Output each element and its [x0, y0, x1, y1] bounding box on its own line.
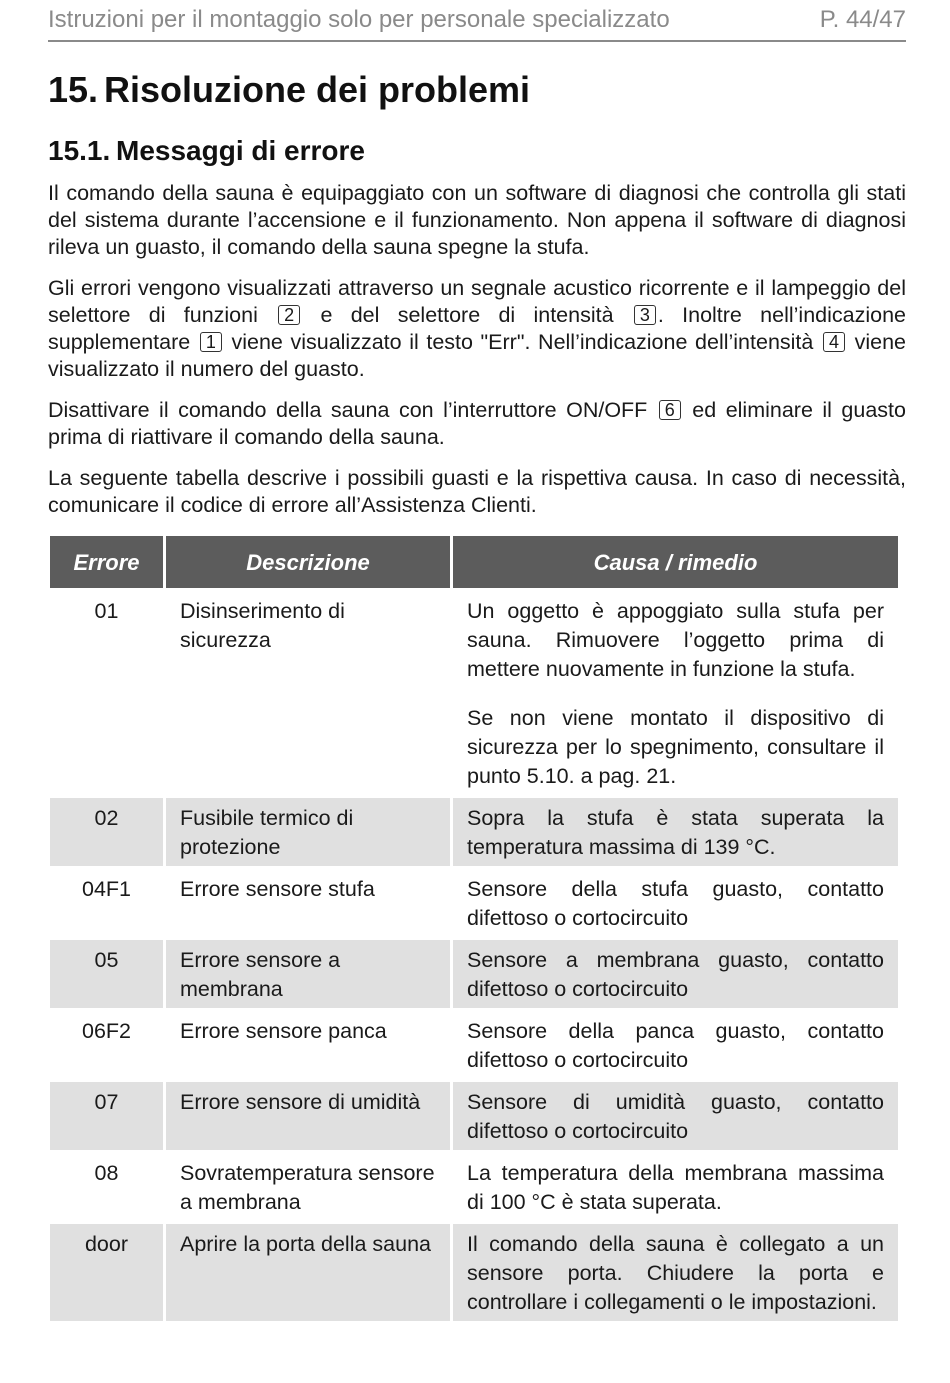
error-code: 02	[50, 798, 163, 866]
error-description: Errore sensore a membrana	[166, 940, 450, 1008]
text-segment: viene visualizzato il numero del guasto.	[48, 330, 906, 381]
table-row	[50, 1082, 898, 1150]
error-cause: Sensore della panca guasto, contatto difettoso o cortocircuito	[467, 1019, 884, 1072]
paragraph-error-display	[48, 275, 906, 383]
error-code: 06F2	[81, 1019, 131, 1043]
error-description: Sovratemperatura sensore a membrana	[180, 1161, 435, 1214]
paragraph-disable	[48, 397, 906, 451]
header-description: Descrizione	[166, 536, 450, 588]
error-description: Disinserimento di sicurezza	[180, 599, 345, 652]
error-cause: La temperatura della membrana massima di 100 °C è stata superata.	[467, 1161, 884, 1214]
function-selector-key: 2	[278, 305, 300, 325]
error-code: 04F1	[81, 877, 131, 901]
error-description: Aprire la porta della sauna	[166, 1224, 450, 1321]
section-title: Risoluzione dei problemi	[104, 69, 531, 110]
error-description: Fusibile termico di protezione	[166, 798, 450, 866]
on-off-switch-key: 6	[659, 400, 681, 420]
error-code: door	[50, 1224, 163, 1321]
error-cause: Sensore di umidità guasto, contatto difettoso o cortocircuito	[453, 1082, 898, 1150]
error-table	[47, 533, 901, 1324]
text-segment: e del selettore di intensità	[320, 303, 614, 327]
table-row	[50, 1153, 898, 1221]
error-code: 05	[50, 940, 163, 1008]
text-segment: . Inoltre nell’indicazione supplementare	[48, 303, 906, 354]
header-code: Errore	[50, 536, 163, 588]
error-cause	[453, 591, 898, 795]
error-description: Errore sensore di umidità	[166, 1082, 450, 1150]
text-segment: Gli errori vengono visualizzati attraverso un segnale acustico ricorrente e il lampeggio del selettore di funzioni	[48, 276, 906, 327]
intensity-display-key: 4	[823, 332, 845, 352]
error-description: Errore sensore stufa	[180, 877, 375, 901]
error-cause: Sensore della stufa guasto, contatto difettoso o cortocircuito	[467, 877, 884, 930]
page-number: P. 44/47	[819, 6, 906, 33]
section-heading	[48, 68, 906, 112]
intensity-selector-key: 3	[634, 305, 656, 325]
paragraph-table-intro: La seguente tabella descrive i possibili guasti e la rispettiva causa. In caso di necessità, comunicare il codice di errore all’Assistenza Clienti.	[48, 466, 906, 517]
table-row	[50, 798, 898, 866]
paragraph-intro: Il comando della sauna è equipaggiato con un software di diagnosi che controlla gli stati del sistema durante l’accensione e il funzionamento. Non appena il software di diagnosi rileva un guasto, il comando della sauna spegne la stufa.	[48, 181, 906, 259]
error-cause: Sopra la stufa è stata superata la temperatura massima di 139 °C.	[453, 798, 898, 866]
error-code: 07	[50, 1082, 163, 1150]
table-row	[50, 1011, 898, 1079]
table-row	[50, 1224, 898, 1321]
error-cause: Sensore a membrana guasto, contatto difettoso o cortocircuito	[453, 940, 898, 1008]
subsection-number: 15.1.	[48, 135, 111, 166]
error-description: Errore sensore panca	[180, 1019, 387, 1043]
subsection-title: Messaggi di errore	[116, 135, 365, 166]
table-row	[50, 869, 898, 937]
section-number: 15.	[48, 69, 99, 110]
text-segment: ed eliminare il guasto prima di riattivare il comando della sauna.	[48, 398, 906, 449]
document-page	[48, 0, 906, 1324]
supplementary-display-key: 1	[200, 332, 222, 352]
cause-text-note: Se non viene montato il dispositivo di sicurezza per lo spegnimento, consultare il punto 5.10. a pag. 21.	[467, 706, 884, 788]
header-title: Istruzioni per il montaggio solo per personale specializzato	[48, 6, 670, 33]
header-cause: Causa / rimedio	[453, 536, 898, 588]
running-header	[48, 0, 906, 42]
text-segment: viene visualizzato il testo "Err". Nell’indicazione dell’intensità	[231, 330, 814, 354]
error-code: 08	[94, 1161, 119, 1185]
table-row	[50, 940, 898, 1008]
table-header-row	[50, 536, 898, 588]
subsection-heading	[48, 134, 906, 168]
cause-text: Un oggetto è appoggiato sulla stufa per sauna. Rimuovere l’oggetto prima di mettere nuovamente in funzione la stufa.	[467, 599, 884, 681]
text-segment: Disattivare il comando della sauna con l’interruttore ON/OFF	[48, 398, 648, 422]
error-code: 01	[94, 599, 119, 623]
error-cause: Il comando della sauna è collegato a un sensore porta. Chiudere la porta e controllare i collegamenti o le impostazioni.	[453, 1224, 898, 1321]
table-row	[50, 591, 898, 795]
